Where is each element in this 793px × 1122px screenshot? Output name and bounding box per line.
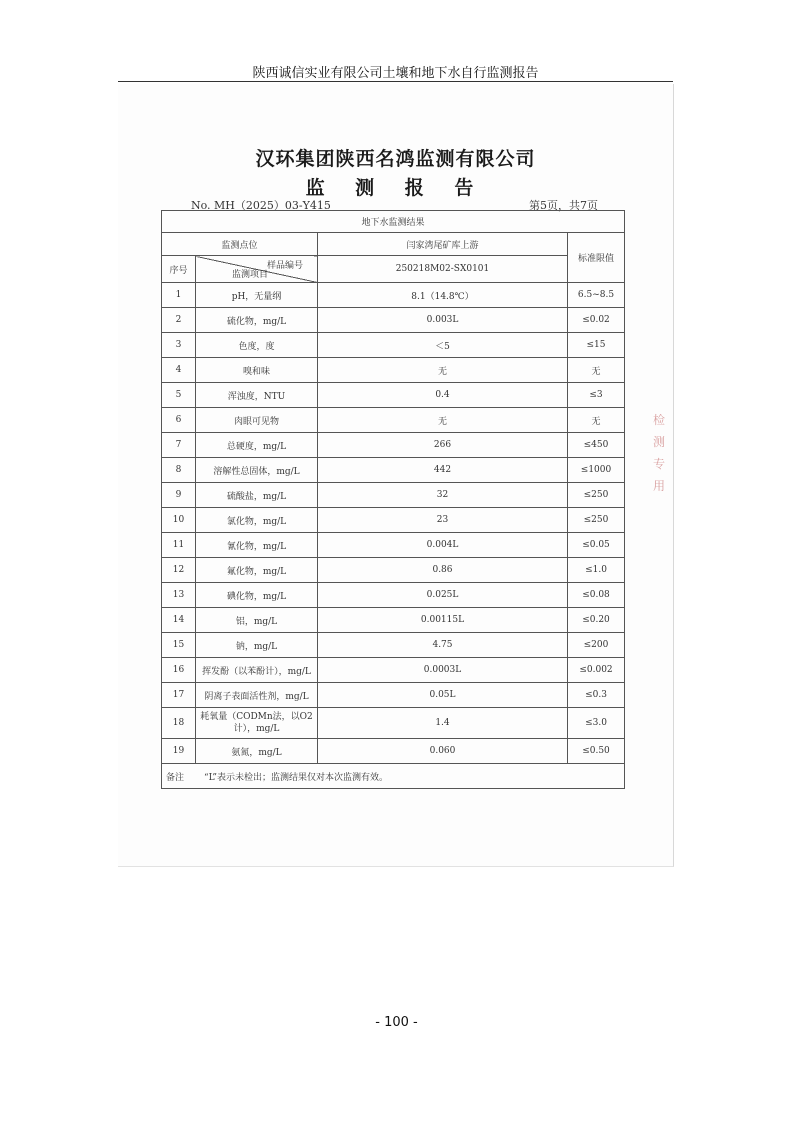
- row-no: 2: [162, 308, 196, 333]
- row-no: 4: [162, 358, 196, 383]
- row-item: 铝，mg/L: [196, 608, 318, 633]
- table-row: [162, 533, 625, 558]
- row-limit: ≤1.0: [568, 558, 625, 583]
- table-row: [162, 633, 625, 658]
- row-item: 氰化物，mg/L: [196, 533, 318, 558]
- row-value: 无: [318, 358, 568, 383]
- row-value: 8.1（14.8℃）: [318, 283, 568, 308]
- row-no: 14: [162, 608, 196, 633]
- row-limit: ≤0.05: [568, 533, 625, 558]
- row-value: 0.003L: [318, 308, 568, 333]
- row-limit: ≤0.3: [568, 683, 625, 708]
- row-no: 1: [162, 283, 196, 308]
- diagonal-header-cell: [196, 256, 318, 283]
- sample-no-label: 样品编号: [266, 261, 303, 271]
- table-row: [162, 283, 625, 308]
- row-item: 阴离子表面活性剂，mg/L: [196, 683, 318, 708]
- row-no: 3: [162, 333, 196, 358]
- table-caption-row: [162, 211, 625, 233]
- page-header: 陕西诚信实业有限公司土壤和地下水自行监测报告: [252, 66, 539, 81]
- row-value: 23: [318, 508, 568, 533]
- table-row: [162, 708, 625, 739]
- row-value: 0.0003L: [318, 658, 568, 683]
- table-row: [162, 608, 625, 633]
- row-no: 18: [162, 708, 196, 739]
- row-no: 15: [162, 633, 196, 658]
- remark-row: [162, 764, 625, 789]
- row-value: 0.00115L: [318, 608, 568, 633]
- row-limit: ≤200: [568, 633, 625, 658]
- item-label: 监测项目: [232, 270, 269, 280]
- row-limit: ≤0.002: [568, 658, 625, 683]
- report-number: No. MH（2025）03-Y415: [191, 199, 331, 212]
- row-item: 色度，度: [196, 333, 318, 358]
- row-limit: ≤0.20: [568, 608, 625, 633]
- table-row: [162, 508, 625, 533]
- sample-no-value: 250218M02-SX0101: [318, 256, 568, 283]
- inspection-stamp: 检测专用: [653, 413, 666, 493]
- row-value: ＜5: [318, 333, 568, 358]
- row-no: 6: [162, 408, 196, 433]
- row-no: 11: [162, 533, 196, 558]
- monitoring-point-value: 闫家湾尾矿库上游: [318, 233, 568, 256]
- table-row: [162, 583, 625, 608]
- table-row: [162, 383, 625, 408]
- row-item: 嗅和味: [196, 358, 318, 383]
- row-no: 5: [162, 383, 196, 408]
- row-value: 32: [318, 483, 568, 508]
- page-number: - 100 -: [375, 1015, 418, 1030]
- table-row: [162, 483, 625, 508]
- row-value: 0.025L: [318, 583, 568, 608]
- row-limit: ≤250: [568, 508, 625, 533]
- row-item: 耗氧量（CODMn法，以O2计），mg/L: [196, 708, 318, 739]
- scanned-report-page: [118, 84, 674, 867]
- row-value: 1.4: [318, 708, 568, 739]
- table-row: [162, 308, 625, 333]
- header-divider: [118, 81, 673, 82]
- row-item: 硫化物，mg/L: [196, 308, 318, 333]
- table-row: [162, 558, 625, 583]
- row-item: 浑浊度，NTU: [196, 383, 318, 408]
- row-limit: 6.5~8.5: [568, 283, 625, 308]
- row-value: 0.060: [318, 739, 568, 764]
- remark-cell: [162, 764, 625, 789]
- row-item: 钠，mg/L: [196, 633, 318, 658]
- standard-limit-header: 标准限值: [568, 233, 625, 283]
- row-no: 13: [162, 583, 196, 608]
- report-title: 监 测 报 告: [305, 177, 486, 199]
- row-no: 7: [162, 433, 196, 458]
- row-limit: ≤15: [568, 333, 625, 358]
- row-limit: ≤3.0: [568, 708, 625, 739]
- row-limit: ≤0.02: [568, 308, 625, 333]
- row-limit: ≤250: [568, 483, 625, 508]
- table-row: [162, 658, 625, 683]
- row-no: 16: [162, 658, 196, 683]
- row-limit: ≤3: [568, 383, 625, 408]
- row-item: 氯化物，mg/L: [196, 508, 318, 533]
- row-no: 19: [162, 739, 196, 764]
- row-item: 氨氮，mg/L: [196, 739, 318, 764]
- row-item: 总硬度，mg/L: [196, 433, 318, 458]
- table-row: [162, 358, 625, 383]
- table-caption: 地下水监测结果: [162, 211, 625, 233]
- remark-label: 备注: [166, 772, 185, 783]
- row-no: 8: [162, 458, 196, 483]
- table-row: [162, 683, 625, 708]
- row-limit: ≤0.50: [568, 739, 625, 764]
- row-no: 12: [162, 558, 196, 583]
- row-value: 4.75: [318, 633, 568, 658]
- row-item: 碘化物，mg/L: [196, 583, 318, 608]
- row-no: 9: [162, 483, 196, 508]
- row-value: 0.05L: [318, 683, 568, 708]
- monitoring-point-label: 监测点位: [162, 233, 318, 256]
- monitoring-point-row: [162, 233, 625, 256]
- row-value: 0.004L: [318, 533, 568, 558]
- company-name: 汉环集团陕西名鸿监测有限公司: [255, 148, 536, 170]
- table-row: [162, 433, 625, 458]
- groundwater-results-table: [161, 210, 625, 789]
- row-value: 0.4: [318, 383, 568, 408]
- row-item: 溶解性总固体，mg/L: [196, 458, 318, 483]
- row-item: 氟化物，mg/L: [196, 558, 318, 583]
- row-item: pH，无量纲: [196, 283, 318, 308]
- row-value: 266: [318, 433, 568, 458]
- row-limit: 无: [568, 358, 625, 383]
- table-row: [162, 408, 625, 433]
- row-value: 442: [318, 458, 568, 483]
- remark-text: “L”表示未检出；监测结果仅对本次监测有效。: [204, 772, 389, 783]
- row-limit: ≤450: [568, 433, 625, 458]
- row-item: 肉眼可见物: [196, 408, 318, 433]
- row-limit: 无: [568, 408, 625, 433]
- row-no: 10: [162, 508, 196, 533]
- seq-header: 序号: [162, 256, 196, 283]
- table-row: [162, 333, 625, 358]
- row-value: 0.86: [318, 558, 568, 583]
- table-row: [162, 458, 625, 483]
- row-limit: ≤1000: [568, 458, 625, 483]
- page-count: 第5页，共7页: [529, 199, 598, 212]
- row-limit: ≤0.08: [568, 583, 625, 608]
- row-item: 硫酸盐，mg/L: [196, 483, 318, 508]
- row-value: 无: [318, 408, 568, 433]
- table-row: [162, 739, 625, 764]
- sample-number-row: [162, 256, 625, 283]
- row-no: 17: [162, 683, 196, 708]
- row-item: 挥发酚（以苯酚计），mg/L: [196, 658, 318, 683]
